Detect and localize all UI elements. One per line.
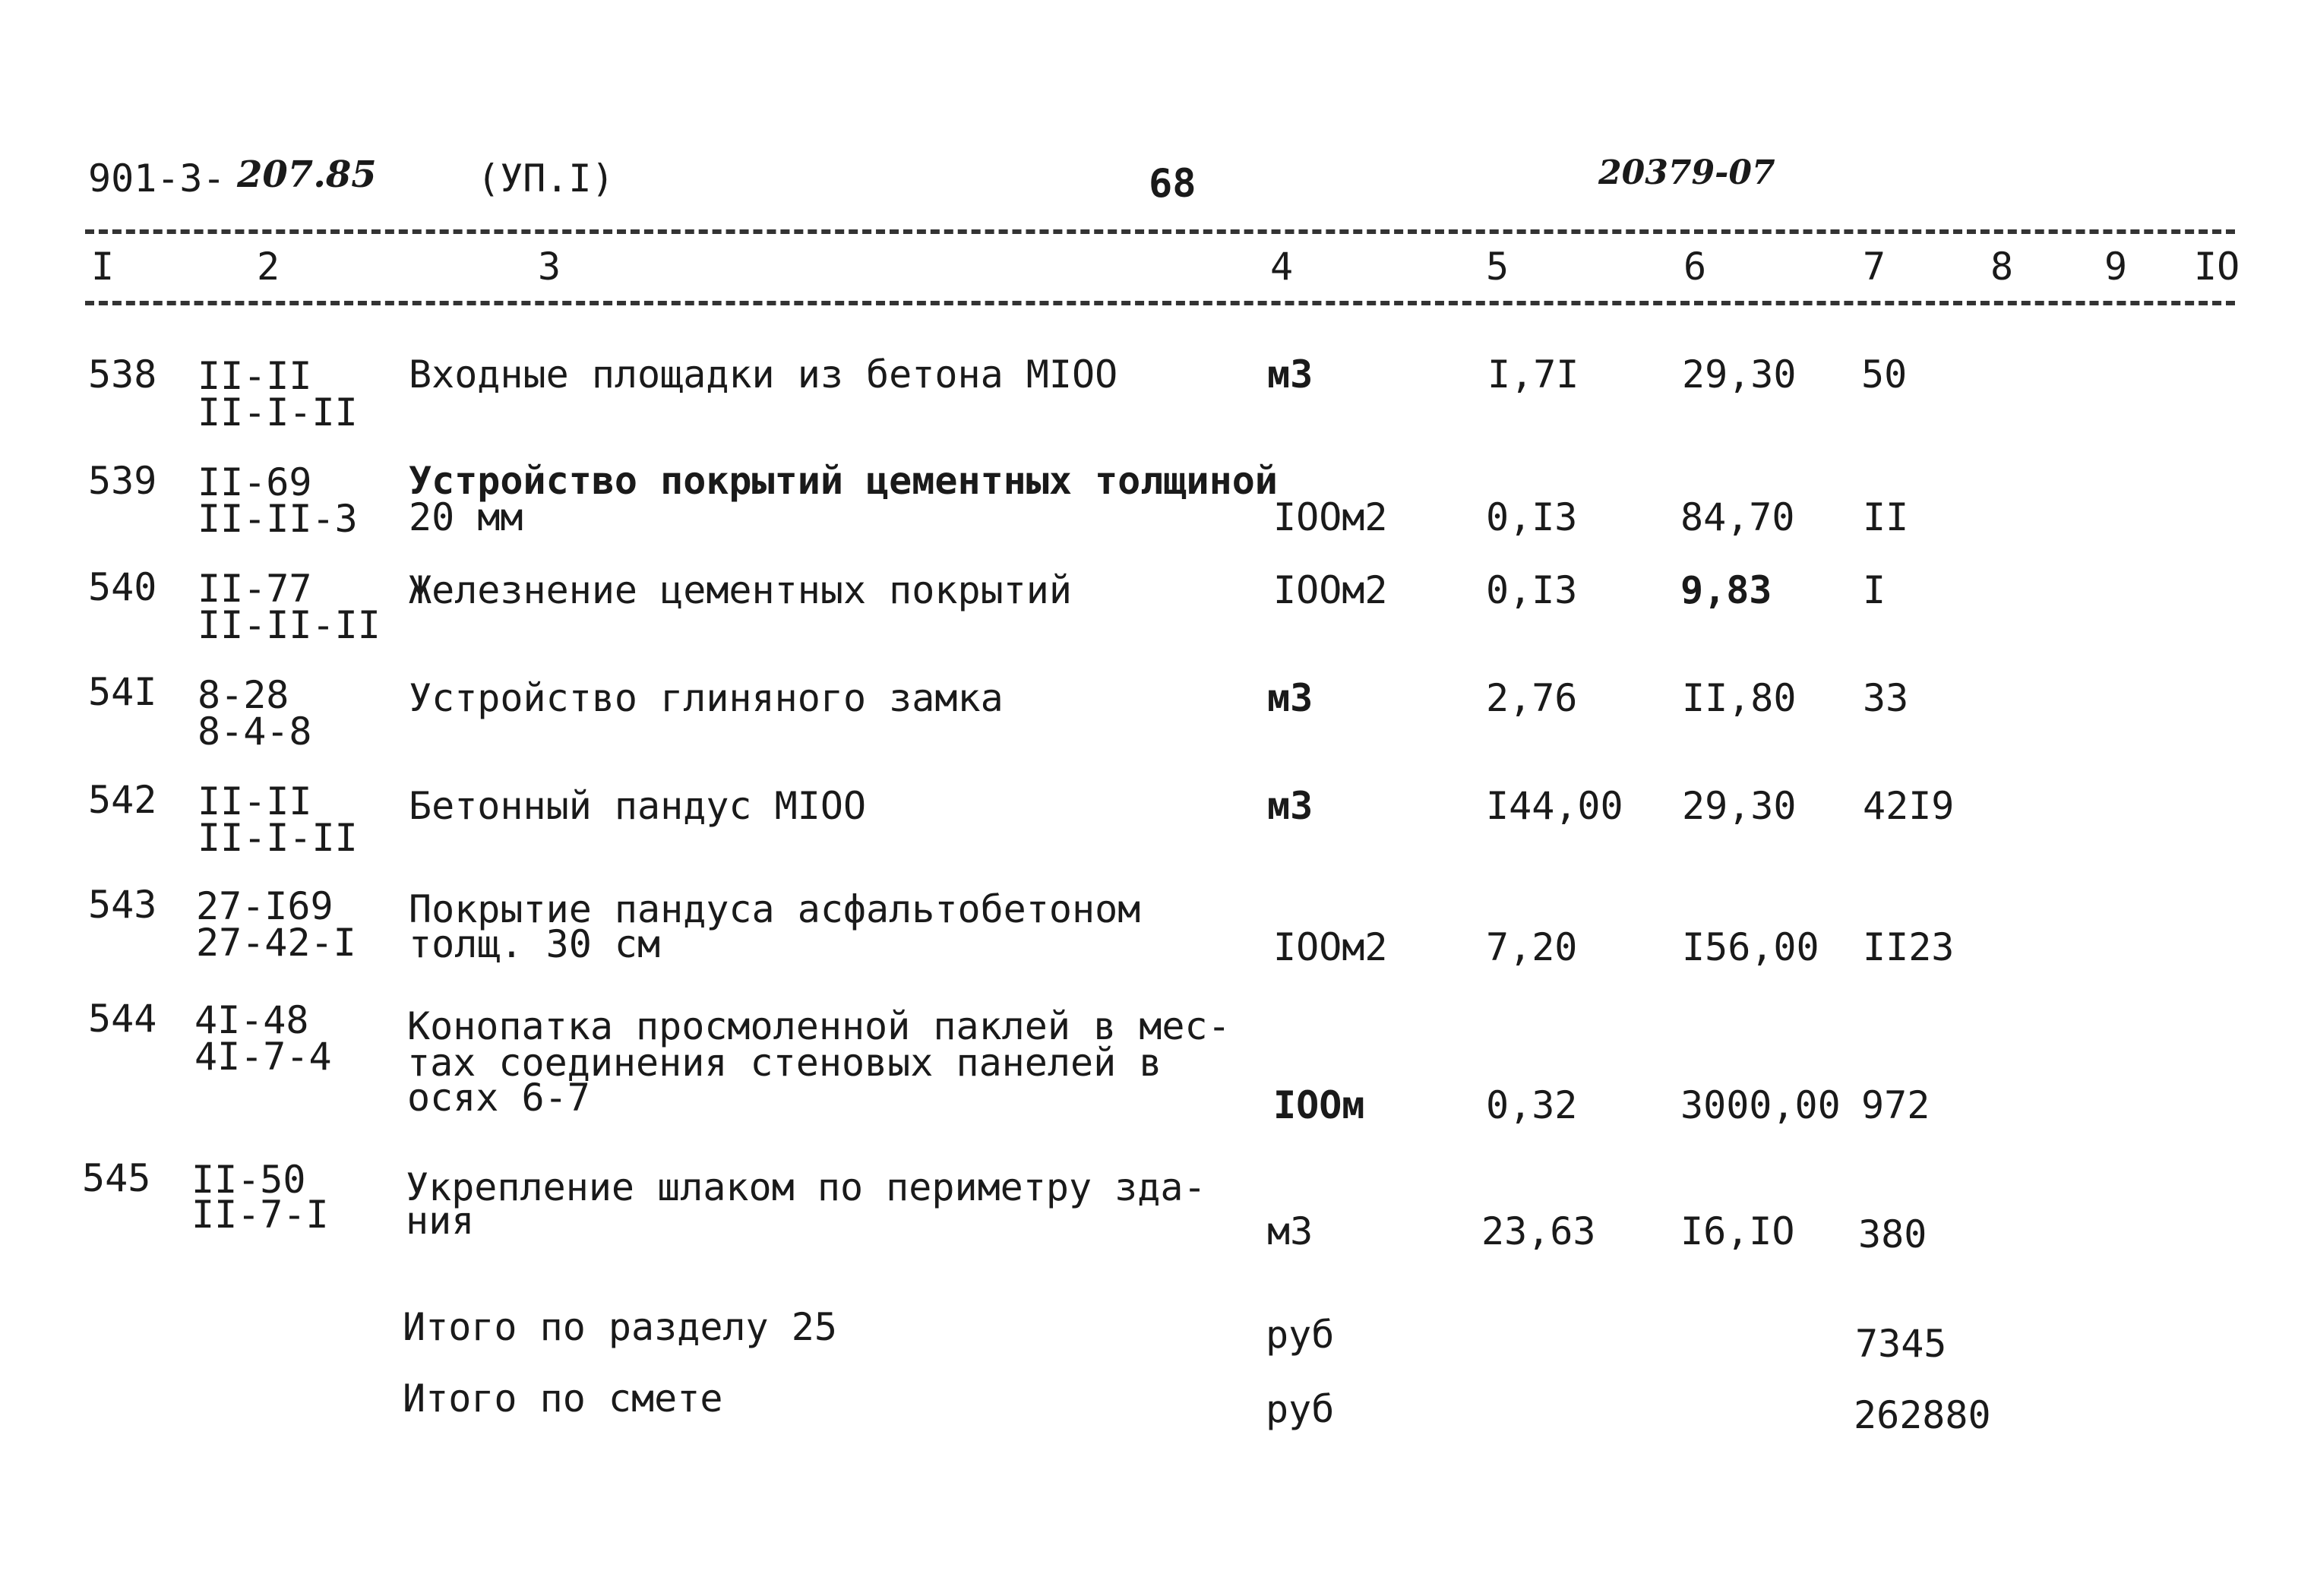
unit: м3	[1267, 1209, 1313, 1253]
quantity: I44,00	[1486, 784, 1623, 828]
norm-code: II-77	[198, 567, 312, 611]
norm-code: II-69	[198, 460, 312, 504]
work-description: Покрытие пандуса асфальтобетоном	[409, 887, 1141, 931]
unit-price: II,80	[1682, 676, 1797, 720]
header-rule-bottom	[85, 301, 2235, 305]
unit-price: 29,30	[1682, 352, 1797, 397]
total-cost: 380	[1858, 1212, 1927, 1256]
price-code: II-II-II	[198, 603, 381, 647]
col-4: 4	[1270, 245, 1294, 289]
work-description-line2: 20 мм	[409, 495, 523, 539]
album-label: (УП.I)	[477, 156, 615, 201]
row-number: 539	[88, 459, 157, 503]
norm-code: II-II	[198, 779, 312, 823]
archive-number: 20379-07	[1598, 153, 1775, 192]
row-number: 538	[88, 352, 157, 397]
work-description-line2: тах соединения стеновых панелей в	[407, 1041, 1162, 1085]
quantity: 0,32	[1486, 1083, 1578, 1127]
unit-price: 9,83	[1680, 568, 1772, 612]
col-9: 9	[2104, 245, 2128, 289]
quantity: I,7I	[1487, 352, 1579, 397]
norm-code: II-II	[198, 354, 312, 398]
unit: м3	[1267, 784, 1313, 828]
col-3: 3	[538, 245, 561, 289]
unit: м3	[1267, 352, 1313, 397]
unit-price: I6,IO	[1680, 1209, 1795, 1253]
price-code: II-II-3	[198, 497, 358, 541]
row-number: 542	[88, 778, 157, 822]
work-description: Конопатка просмоленной паклей в мес-	[407, 1004, 1231, 1048]
norm-code: 4I-48	[194, 998, 309, 1042]
doc-code: 901-3-	[88, 156, 226, 201]
total-value: 7345	[1855, 1322, 1947, 1366]
col-2: 2	[257, 245, 280, 289]
col-10: IO	[2194, 245, 2240, 289]
price-code: 27-42-I	[196, 921, 356, 965]
work-description-line2: толщ. 30 см	[409, 922, 661, 966]
unit-price: 29,30	[1682, 784, 1797, 828]
row-number: 543	[88, 883, 157, 927]
total-value: 262880	[1854, 1393, 1991, 1437]
total-cost: II23	[1863, 925, 1955, 969]
quantity: 0,I3	[1486, 495, 1578, 539]
norm-code: 27-I69	[196, 884, 334, 928]
work-description: Устройство глиняного замка	[409, 676, 1004, 720]
price-code: II-I-II	[198, 816, 358, 860]
col-1: I	[91, 245, 115, 289]
total-cost: I	[1863, 568, 1886, 612]
unit: IOOм2	[1273, 568, 1388, 612]
work-description: Устройство покрытий цементных толщиной	[409, 459, 1278, 503]
row-number: 544	[88, 997, 157, 1041]
total-cost: 972	[1861, 1083, 1930, 1127]
col-7: 7	[1863, 245, 1886, 289]
norm-code: II-50	[191, 1158, 306, 1202]
quantity: 2,76	[1486, 676, 1578, 720]
header-rule-top	[85, 229, 2235, 234]
quantity: 0,I3	[1486, 568, 1578, 612]
total-cost: II	[1863, 495, 1909, 539]
work-description: Бетонный пандус МIOO	[409, 784, 867, 828]
work-description-line2: ния	[406, 1199, 475, 1243]
col-8: 8	[1990, 245, 2014, 289]
unit-price: 3000,00	[1680, 1083, 1841, 1127]
total-label: Итого по смете	[403, 1376, 723, 1421]
total-cost: 42I9	[1863, 784, 1955, 828]
unit: IOOм	[1273, 1083, 1365, 1127]
work-description: Укрепление шлаком по периметру зда-	[406, 1165, 1206, 1209]
quantity: 23,63	[1481, 1209, 1596, 1253]
unit-price: 84,70	[1680, 495, 1795, 539]
total-label: Итого по разделу 25	[403, 1305, 837, 1349]
total-cost: 33	[1863, 676, 1909, 720]
col-6: 6	[1683, 245, 1707, 289]
row-number: 545	[82, 1156, 151, 1200]
unit: IOOм2	[1273, 495, 1388, 539]
row-number: 540	[88, 565, 157, 609]
total-unit: руб	[1266, 1387, 1335, 1431]
total-unit: руб	[1266, 1313, 1335, 1357]
work-description: Входные площадки из бетона МIOO	[409, 352, 1118, 397]
work-description-line3: осях 6-7	[407, 1076, 590, 1120]
norm-code: 8-28	[198, 673, 289, 717]
row-number: 54I	[88, 670, 157, 714]
doc-code-handwritten: 207.85	[237, 153, 377, 196]
unit-price: I56,00	[1682, 925, 1819, 969]
quantity: 7,20	[1486, 925, 1578, 969]
price-code: 8-4-8	[198, 710, 312, 754]
price-code: II-7-I	[191, 1193, 329, 1237]
price-code: 4I-7-4	[194, 1035, 332, 1079]
page-number: 68	[1149, 161, 1197, 207]
unit: м3	[1267, 676, 1313, 720]
unit: IOOм2	[1273, 925, 1388, 969]
total-cost: 50	[1861, 352, 1908, 397]
work-description: Железнение цементных покрытий	[409, 568, 1072, 612]
price-code: II-I-II	[198, 390, 358, 435]
col-5: 5	[1486, 245, 1509, 289]
